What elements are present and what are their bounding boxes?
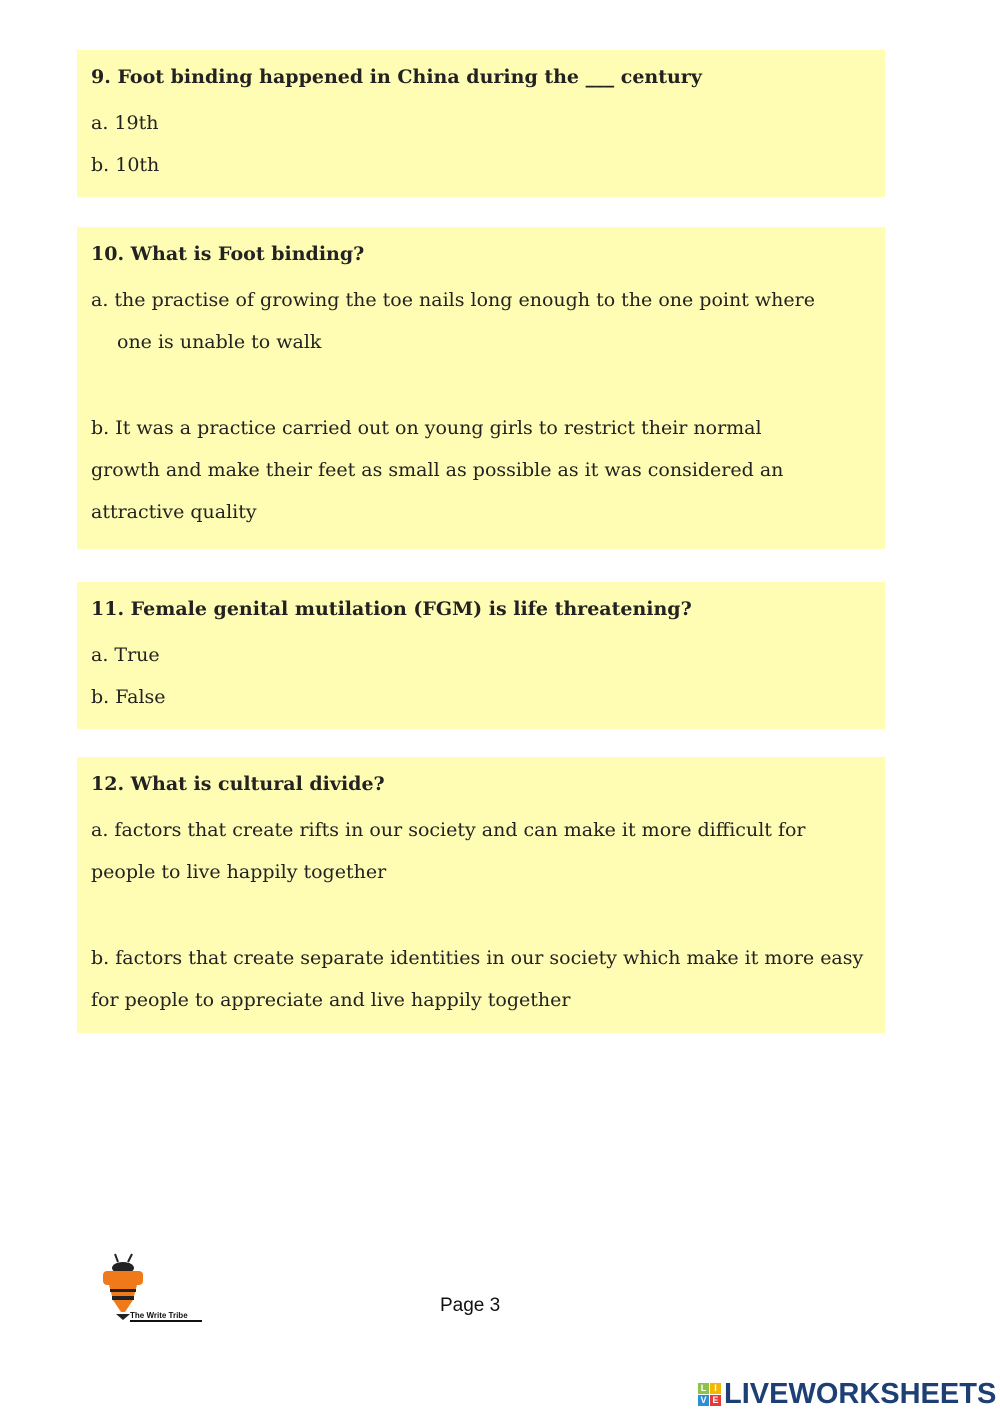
question-title: 9. Foot binding happened in China during the ___ century bbox=[91, 66, 702, 88]
option-b[interactable]: b. False bbox=[91, 686, 166, 708]
option-a[interactable]: a. True bbox=[91, 644, 160, 666]
option-a[interactable]: a. the practise of growing the toe nails long enough to the one point where one is unable to walk bbox=[91, 289, 815, 353]
question-title: 10. What is Foot binding? bbox=[91, 243, 365, 265]
option-b[interactable]: b. 10th bbox=[91, 154, 160, 176]
question-9 bbox=[77, 50, 885, 197]
brand-name: LIVEWORKSHEETS bbox=[724, 1378, 997, 1410]
liveworksheets-logo bbox=[698, 1378, 996, 1411]
page-number: Page 3 bbox=[440, 1295, 501, 1316]
logo-text: The Write Tribe bbox=[130, 1311, 202, 1322]
question-10 bbox=[77, 227, 885, 549]
question-title: 11. Female genital mutilation (FGM) is life threatening? bbox=[91, 598, 692, 620]
question-title: 12. What is cultural divide? bbox=[91, 773, 385, 795]
option-a[interactable]: a. 19th bbox=[91, 112, 159, 134]
option-a[interactable]: a. factors that create rifts in our society and can make it more difficult for people to live happily together bbox=[91, 819, 806, 883]
option-b[interactable]: b. It was a practice carried out on young girls to restrict their normal growth and make their feet as small as possible as it was considered an attractive quality bbox=[91, 417, 784, 523]
question-12 bbox=[77, 757, 885, 1033]
option-b[interactable]: b. factors that create separate identities in our society which make it more easy for people to appreciate and live happily together bbox=[91, 947, 864, 1011]
question-11 bbox=[77, 582, 885, 729]
live-blocks-icon: L I V E bbox=[698, 1383, 721, 1406]
